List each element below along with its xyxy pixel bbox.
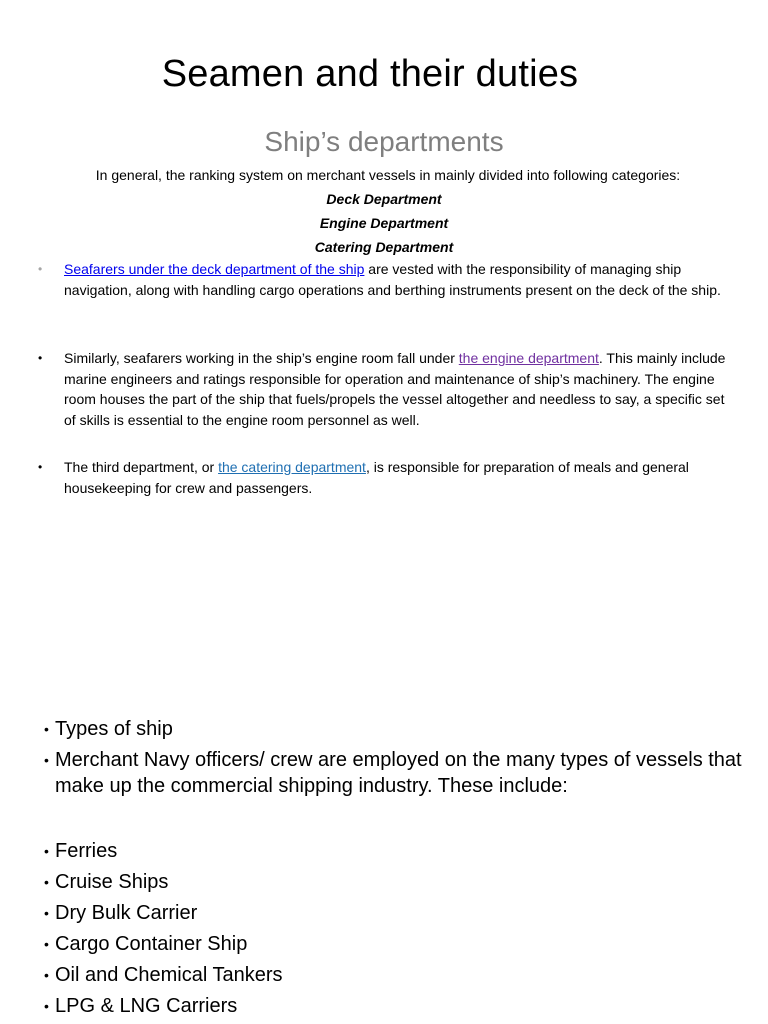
paragraph-engine	[38, 348, 738, 430]
ship-type-label: LPG & LNG Carriers	[55, 995, 238, 1017]
bullet-icon: •	[44, 905, 49, 921]
paragraph-text	[64, 348, 738, 430]
bullet-icon: •	[38, 351, 43, 365]
bullet-icon: •	[44, 998, 49, 1014]
list-item	[44, 931, 744, 957]
ship-type-label: Dry Bulk Carrier	[55, 902, 198, 924]
section-subtitle: Ship’s departments	[264, 126, 504, 157]
list-item	[44, 838, 744, 864]
bullet-icon: •	[44, 874, 49, 890]
intro-text: In general, the ranking system on merchant vessels in mainly divided into following categories:	[95, 167, 681, 183]
types-intro: Merchant Navy officers/ crew are employed on the many types of vessels that make up the commercial shipping industry. These include:	[55, 749, 742, 797]
paragraph-text	[64, 457, 738, 498]
list-item-types-heading	[44, 716, 744, 742]
ship-type-label: Cargo Container Ship	[55, 933, 248, 955]
bullet-icon: •	[44, 843, 49, 859]
paragraph-engine-rest: . This mainly include marine engineers and ratings responsible for operation and maintenance of ship’s machinery. The engine room houses the part of the ship that fuels/propels the vessel altogether and needless to say, a specific set of skills is essential to the engine room personnel as well.	[64, 350, 726, 428]
list-item	[44, 900, 744, 926]
paragraph-catering-rest: , is responsible for preparation of meals and general housekeeping for crew and passengers.	[64, 459, 689, 496]
catering-department-link[interactable]: the catering department	[218, 459, 366, 475]
deck-department-link[interactable]: Seafarers under the deck department of the ship	[64, 261, 365, 277]
paragraph-deck	[38, 259, 738, 300]
page-title: Seamen and their duties	[161, 53, 579, 95]
paragraph-engine-lead: Similarly, seafarers working in the ship’s engine room fall under	[64, 350, 459, 366]
bullet-icon: •	[44, 967, 49, 983]
ship-type-label: Oil and Chemical Tankers	[55, 964, 283, 986]
department-deck: Deck Department	[326, 191, 442, 207]
engine-department-link[interactable]: the engine department	[458, 350, 599, 366]
list-item-types-intro	[44, 747, 744, 799]
department-engine: Engine Department	[319, 215, 449, 231]
list-item	[44, 869, 744, 895]
bullet-icon: •	[44, 752, 49, 768]
bullet-icon: •	[44, 721, 49, 737]
ship-type-label: Ferries	[55, 840, 118, 862]
paragraph-deck-rest: are vested with the responsibility of managing ship navigation, along with handling cargo operations and berthing instruments present on the deck of the ship.	[64, 261, 721, 298]
list-item	[44, 962, 744, 988]
ship-type-label: Cruise Ships	[55, 871, 169, 893]
paragraph-catering	[38, 457, 738, 498]
department-catering: Catering Department	[314, 239, 454, 255]
types-heading: Types of ship	[55, 718, 173, 740]
bullet-icon: •	[44, 936, 49, 952]
paragraph-text	[64, 259, 738, 300]
paragraph-catering-lead: The third department, or	[64, 459, 219, 475]
bullet-icon: •	[38, 262, 43, 276]
list-item	[44, 993, 744, 1019]
bullet-icon: •	[38, 460, 43, 474]
